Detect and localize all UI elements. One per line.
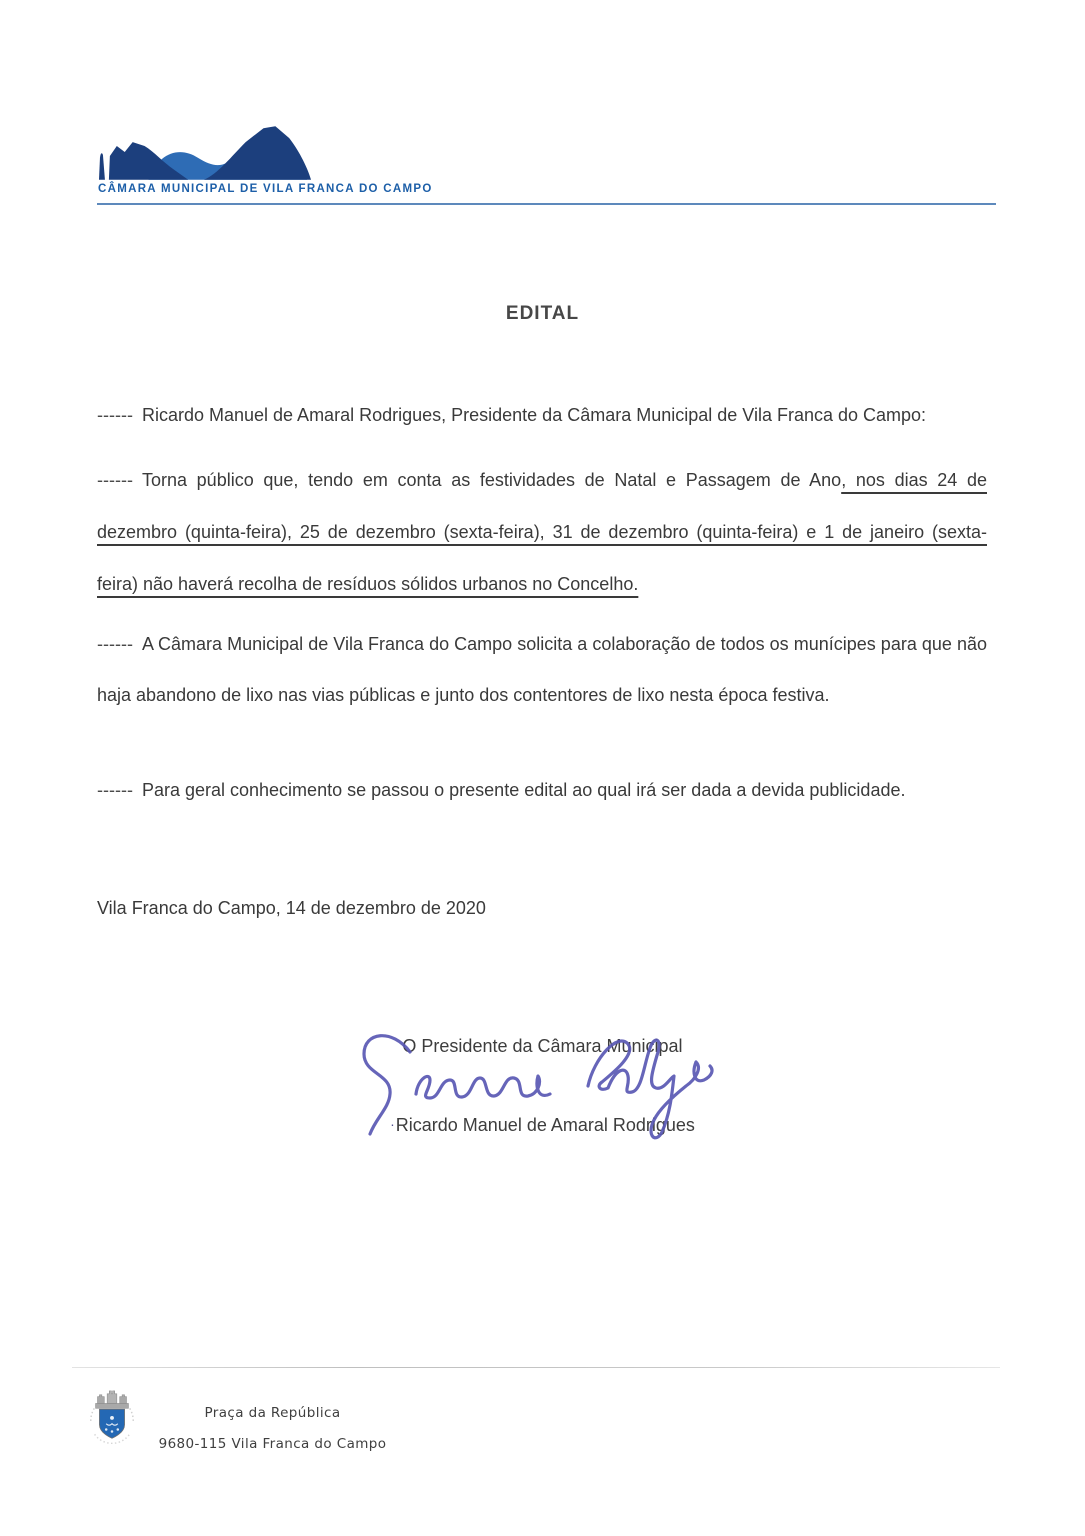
signature-role-line: O Presidente da Câmara Municipal: [402, 1036, 683, 1056]
address-postal-city: 9680-115 Vila Franca do Campo: [158, 1436, 387, 1452]
signer-full-name: Ricardo Manuel de Amaral Rodrigues: [395, 1115, 695, 1135]
leader-dashes: ------: [97, 634, 133, 654]
municipal-coat-of-arms-icon: [83, 1388, 141, 1444]
place-date-line: Vila Franca do Campo, 14 de dezembro de 2020: [97, 898, 486, 918]
address-street: Praça da República: [204, 1405, 341, 1421]
paragraph-text-normal: Torna público que, tendo em conta as festividades de Natal e Passagem de Ano: [141, 470, 842, 490]
leader-dashes: ------: [97, 470, 133, 490]
municipality-name: CÂMARA MUNICIPAL DE VILA FRANCA DO CAMPO: [98, 183, 433, 195]
handwritten-signature: [352, 1022, 722, 1152]
header-divider: [97, 203, 996, 205]
paragraph-president-intro: [97, 389, 987, 441]
footer-divider: [72, 1367, 1000, 1368]
ink-dot: ·: [390, 1116, 395, 1132]
leader-dashes: ------: [97, 405, 133, 425]
municipality-logo-islet-icon: [97, 122, 315, 180]
page-title: EDITAL: [505, 303, 580, 324]
paragraph-text: A Câmara Municipal de Vila Franca do Campo solicita a colaboração de todos os munícipes para que não haja abandono de lixo nas vias públicas e junto dos contentores de lixo nesta época festiva.: [97, 634, 987, 705]
footer-address: [155, 1405, 390, 1452]
paragraph-publicity-note: [97, 764, 987, 816]
leader-dashes: ------: [97, 780, 133, 800]
paragraph-collection-notice: [97, 454, 987, 610]
paragraph-collaboration-request: [97, 619, 987, 721]
paragraph-text: Para geral conhecimento se passou o presente edital ao qual irá ser dada a devida publicidade.: [141, 780, 906, 800]
paragraph-text-underlined: , nos dias 24 de dezembro (quinta-feira), 25 de dezembro (sexta-feira), 31 de dezembro (quinta-feira) e 1 de janeiro (sexta-feira) não haverá recolha de resíduos sólidos urbanos no Concelho.: [97, 470, 987, 594]
paragraph-text: Ricardo Manuel de Amaral Rodrigues, Presidente da Câmara Municipal de Vila Franca do Campo:: [141, 405, 927, 425]
